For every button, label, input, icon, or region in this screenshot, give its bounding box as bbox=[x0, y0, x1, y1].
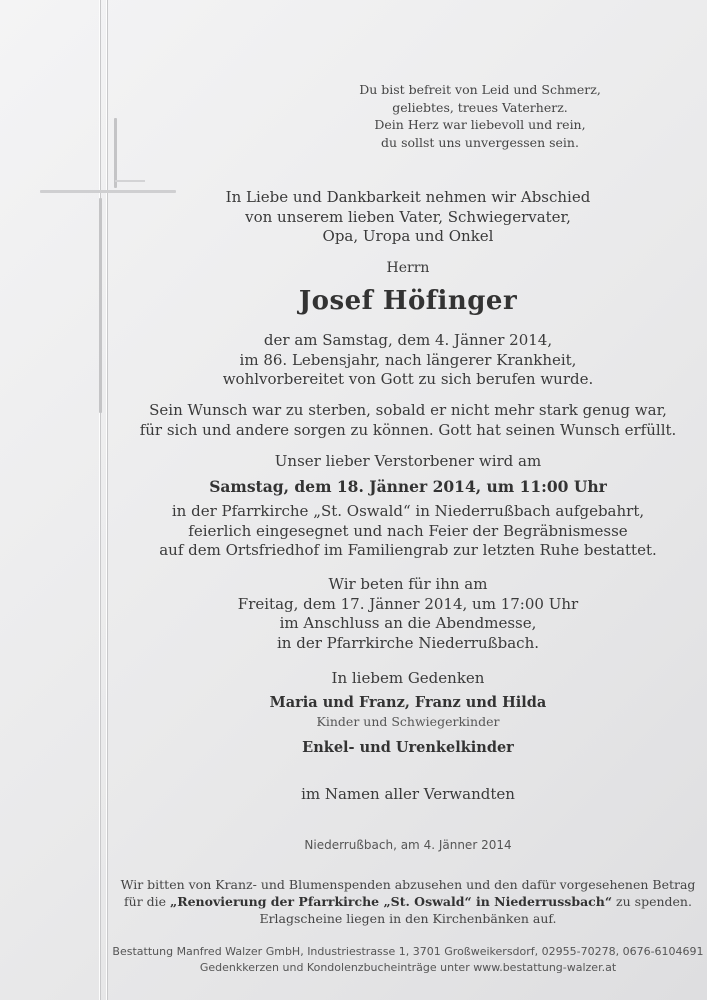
burial-intro: Unser lieber Verstorbener wird am bbox=[274, 452, 542, 470]
decorative-line bbox=[106, 0, 107, 1000]
wish-line: für sich und andere sorgen zu können. Gott hat seinen Wunsch erfüllt. bbox=[139, 420, 677, 439]
cross-icon bbox=[99, 198, 102, 413]
burial-line: feierlich eingesegnet und nach Feier der Begräbnismesse bbox=[188, 521, 628, 540]
donation-cause: „Renovierung der Pfarrkirche „St. Oswald“ in Niederrussbach“ bbox=[170, 894, 613, 909]
burial-text bbox=[112, 502, 704, 561]
intro-text bbox=[112, 188, 704, 247]
wish-line: Sein Wunsch war zu sterben, sobald er nicht mehr stark genug war, bbox=[149, 401, 667, 419]
place-date: Niederrußbach, am 4. Jänner 2014 bbox=[304, 838, 512, 852]
details-line: der am Samstag, dem 4. Jänner 2014, bbox=[263, 331, 553, 349]
intro-line: Opa, Uropa und Onkel bbox=[322, 227, 494, 245]
cross-icon-bar-small bbox=[115, 180, 145, 182]
children-names: Maria und Franz, Franz und Hilda bbox=[269, 694, 547, 711]
decorative-line bbox=[99, 0, 100, 1000]
death-details bbox=[112, 331, 704, 390]
burial-date: Samstag, dem 18. Jänner 2014, um 11:00 Uhr bbox=[209, 477, 607, 496]
grandchildren: Enkel- und Urenkelkinder bbox=[302, 739, 514, 756]
poem-line: Du bist befreit von Leid und Schmerz, bbox=[359, 82, 601, 97]
footer-line: Gedenkkerzen und Kondolenzbucheinträge unter www.bestattung-walzer.at bbox=[199, 961, 617, 974]
donation-line bbox=[112, 893, 704, 910]
intro-line: von unserem lieben Vater, Schwiegervater, bbox=[245, 207, 571, 226]
prayer-line: Freitag, dem 17. Jänner 2014, um 17:00 Uhr bbox=[237, 594, 579, 613]
details-line: wohlvorbereitet von Gott zu sich berufen wurde. bbox=[222, 370, 594, 388]
intro-line: In Liebe und Dankbarkeit nehmen wir Abschied bbox=[225, 188, 591, 206]
poem bbox=[290, 81, 670, 151]
burial-line: auf dem Ortsfriedhof im Familiengrab zur letzten Ruhe bestattet. bbox=[159, 541, 657, 559]
poem-line: du sollst uns unvergessen sein. bbox=[381, 134, 579, 150]
donation-pre: für die bbox=[124, 894, 171, 909]
prayer-line: Wir beten für ihn am bbox=[328, 575, 488, 593]
poem-line: geliebtes, treues Vaterherz. bbox=[392, 99, 568, 115]
children-caption: Kinder und Schwiegerkinder bbox=[316, 714, 500, 729]
donation-notice bbox=[112, 876, 704, 927]
relatives: im Namen aller Verwandten bbox=[301, 785, 515, 803]
prayer-line: in der Pfarrkirche Niederrußbach. bbox=[276, 633, 539, 652]
prayer-text bbox=[112, 575, 704, 653]
details-line: im 86. Lebensjahr, nach längerer Krankheit, bbox=[239, 350, 577, 369]
donation-line: Erlagscheine liegen in den Kirchenbänken auf. bbox=[259, 911, 557, 926]
wish-text bbox=[112, 401, 704, 440]
burial-line: in der Pfarrkirche „St. Oswald“ in Niederrußbach aufgebahrt, bbox=[171, 502, 645, 520]
donation-line: Wir bitten von Kranz- und Blumenspenden abzusehen und den dafür vorgesehenen Betrag bbox=[120, 877, 696, 892]
prayer-line: im Anschluss an die Abendmesse, bbox=[279, 614, 537, 632]
donation-post: zu spenden. bbox=[612, 894, 692, 909]
salutation: Herrn bbox=[386, 260, 430, 276]
cross-icon-upper bbox=[114, 118, 117, 188]
footer-line: Bestattung Manfred Walzer GmbH, Industriestrasse 1, 3701 Großweikersdorf, 02955-70278, 0676-6104691 bbox=[112, 945, 704, 958]
poem-line: Dein Herz war liebevoll und rein, bbox=[374, 117, 586, 132]
deceased-name: Josef Höfinger bbox=[298, 286, 518, 316]
funeral-home-footer bbox=[112, 944, 704, 976]
memory-heading: In liebem Gedenken bbox=[331, 669, 485, 687]
